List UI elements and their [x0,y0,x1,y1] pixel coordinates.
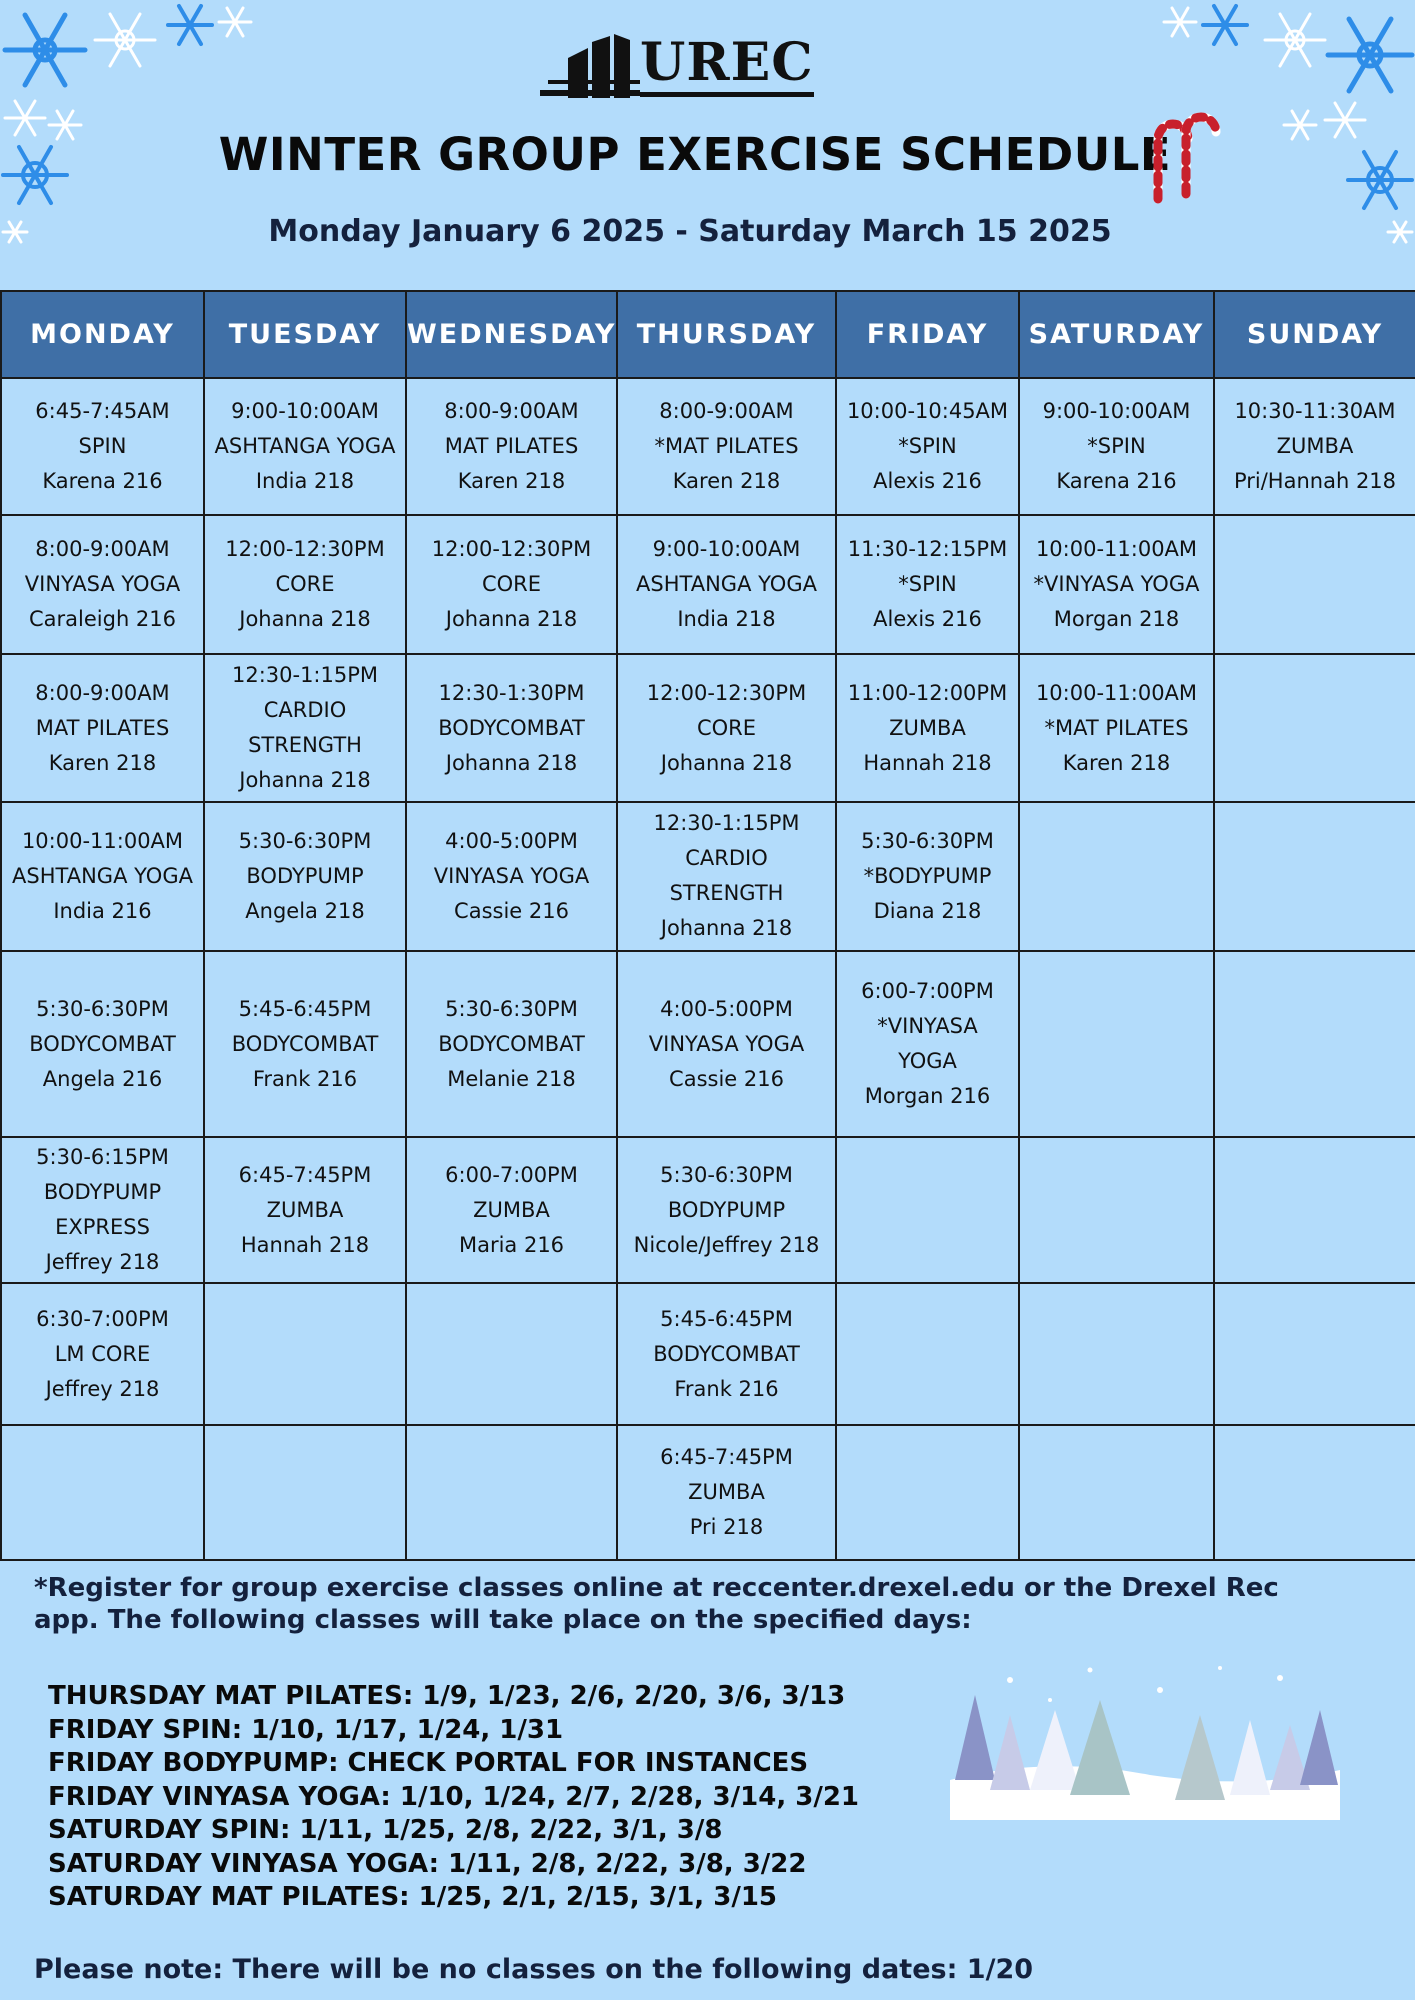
class-cell [617,951,836,1137]
class-time: 5:30-6:30PM [36,996,169,1021]
class-cell [836,515,1019,654]
class-time: 6:45-7:45PM [660,1444,793,1469]
class-time: 12:00-12:30PM [225,537,385,562]
class-name: SPIN [78,434,127,459]
empty-cell [1214,802,1415,951]
closure-note: Please note: There will be no classes on the following dates: 1/20 [34,1954,1034,1985]
class-time: 4:00-5:00PM [445,828,578,853]
class-name: *SPIN [898,572,957,597]
page-title: WINTER GROUP EXERCISE SCHEDULE [218,128,1172,181]
empty-cell [406,1283,617,1424]
class-instructor-room: Jeffrey 218 [45,1250,160,1275]
class-instructor-room: Karena 216 [1056,469,1177,494]
empty-cell [1019,1137,1214,1283]
class-time: 5:30-6:30PM [238,828,372,853]
class-name: EXPRESS [55,1215,150,1240]
class-name: CARDIO [685,846,768,871]
class-instructor-room: Pri 218 [689,1514,764,1539]
class-instructor-room: Angela 218 [245,898,365,923]
class-time: 6:30-7:00PM [36,1306,169,1331]
class-time: 10:30-11:30AM [1234,399,1396,424]
schedule-row [1,802,1415,951]
class-time: 10:00-11:00AM [1035,537,1198,562]
empty-cell [204,1425,406,1560]
class-time: 6:45-7:45AM [35,399,170,424]
empty-cell [1214,1283,1415,1424]
class-instructor-room: Morgan 218 [1053,607,1180,632]
empty-cell [1214,951,1415,1137]
class-name: *MAT PILATES [1044,715,1189,740]
class-instructor-room: Angela 216 [42,1066,163,1091]
class-time: 6:45-7:45PM [238,1162,372,1187]
class-instructor-room: Karena 216 [42,469,163,494]
day-header-sunday: SUNDAY [1214,291,1415,378]
empty-cell [836,1137,1019,1283]
class-cell [1,515,204,654]
class-cell [406,515,617,654]
date-range: Monday January 6 2025 - Saturday March 15 2025 [268,214,1112,249]
class-time: 6:00-7:00PM [445,1162,578,1187]
class-time: 9:00-10:00AM [1042,399,1191,424]
class-instructor-room: Nicole/Jeffrey 218 [633,1232,820,1257]
empty-cell [1019,951,1214,1137]
winter-trees-illustration [950,1660,1340,1825]
class-instructor-room: Johanna 218 [239,768,371,793]
class-name: *VINYASA YOGA [1033,572,1200,597]
logo-wordmark: UREC [640,34,814,97]
day-header-thursday: THURSDAY [617,291,836,378]
class-time: 9:00-10:00AM [652,537,801,562]
class-name: BODYPUMP [667,1197,786,1222]
class-instructor-room: India 218 [255,469,355,494]
schedule-row [1,1283,1415,1424]
class-cell [617,1283,836,1424]
snowflakes-left-decoration [0,0,270,250]
class-cell [1019,654,1214,801]
class-time: 10:00-11:00AM [21,828,184,853]
class-name: ZUMBA [473,1197,550,1222]
class-instructor-room: Cassie 216 [454,898,569,923]
class-cell [836,378,1019,515]
class-time: 5:45-6:45PM [660,1306,793,1331]
schedule-row [1,1425,1415,1560]
class-time: 5:30-6:30PM [660,1162,793,1187]
class-time: 8:00-9:00AM [35,537,170,562]
class-time: 11:30-12:15PM [847,537,1008,562]
empty-cell [1214,654,1415,801]
class-instructor-room: India 216 [53,898,152,923]
class-dates-list [48,1680,948,1915]
class-name: LM CORE [54,1341,151,1366]
class-name: STRENGTH [248,733,362,758]
class-cell [617,515,836,654]
class-cell [1,378,204,515]
class-name: BODYCOMBAT [29,1031,176,1056]
empty-cell [1214,1425,1415,1560]
empty-cell [1214,1137,1415,1283]
class-name: CORE [481,572,542,597]
class-name: BODYCOMBAT [653,1341,800,1366]
class-name: *MAT PILATES [654,434,799,459]
class-instructor-room: India 218 [677,607,776,632]
class-instructor-room: Karen 218 [48,750,157,775]
class-instructor-room: Hannah 218 [863,750,992,775]
class-dates-item: SATURDAY VINYASA YOGA: 1/11, 2/8, 2/22, 3/8, 3/22 [48,1848,807,1879]
class-instructor-room: Johanna 218 [445,607,578,632]
class-instructor-room: Alexis 216 [873,607,982,632]
class-time: 12:00-12:30PM [646,680,807,705]
empty-cell [1019,1283,1214,1424]
class-cell [406,1137,617,1283]
class-cell [1,654,204,801]
class-cell [1,951,204,1137]
class-time: 10:00-10:45AM [846,399,1009,424]
class-instructor-room: Diana 218 [873,898,982,923]
class-time: 6:00-7:00PM [861,979,994,1004]
class-cell [406,654,617,801]
class-cell [204,951,406,1137]
class-cell [836,951,1019,1137]
day-header-row [1,291,1415,378]
day-header-tuesday: TUESDAY [204,291,406,378]
class-name: MAT PILATES [444,434,579,459]
class-cell [204,378,406,515]
class-cell [406,378,617,515]
class-time: 5:45-6:45PM [238,996,372,1021]
class-name: *SPIN [1087,434,1146,459]
class-cell [617,1137,836,1283]
class-time: 8:00-9:00AM [659,399,794,424]
schedule-row [1,378,1415,515]
day-header-saturday: SATURDAY [1019,291,1214,378]
empty-cell [406,1425,617,1560]
class-name: *VINYASA [877,1014,978,1039]
class-name: CORE [696,715,757,740]
schedule-row [1,951,1415,1137]
building-icon [540,28,640,100]
class-instructor-room: Melanie 218 [447,1066,576,1091]
class-time: 11:00-12:00PM [847,680,1008,705]
class-name: ZUMBA [688,1479,765,1504]
class-dates-item: SATURDAY SPIN: 1/11, 1/25, 2/8, 2/22, 3/1, 3/8 [48,1815,723,1845]
class-cell [1,802,204,951]
class-cell [204,1137,406,1283]
class-dates-item: THURSDAY MAT PILATES: 1/9, 1/23, 2/6, 2/20, 3/6, 3/13 [48,1681,846,1711]
class-instructor-room: Cassie 216 [669,1066,784,1091]
class-name: ZUMBA [266,1197,344,1222]
class-instructor-room: Morgan 216 [864,1084,991,1109]
class-time: 8:00-9:00AM [35,680,170,705]
empty-cell [1019,802,1214,951]
class-instructor-room: Alexis 216 [873,469,982,494]
class-cell [836,802,1019,951]
class-name: ASHTANGA YOGA [214,434,396,459]
class-time: 8:00-9:00AM [444,399,579,424]
class-cell [1,1283,204,1424]
empty-cell [1019,1425,1214,1560]
empty-cell [836,1425,1019,1560]
class-instructor-room: Maria 216 [458,1232,565,1257]
day-header-friday: FRIDAY [836,291,1019,378]
empty-cell [1214,515,1415,654]
class-instructor-room: Karen 218 [672,469,781,494]
class-cell [204,654,406,801]
empty-cell [836,1283,1019,1424]
class-instructor-room: Johanna 218 [239,607,371,632]
schedule-row [1,1137,1415,1283]
class-time: 12:30-1:15PM [653,811,800,836]
schedule-table [0,290,1415,1561]
class-name: *SPIN [898,434,957,459]
class-name: VINYASA YOGA [433,863,590,888]
class-name: BODYPUMP [43,1180,162,1205]
schedule-row [1,515,1415,654]
registration-note: *Register for group exercise classes online at reccenter.drexel.edu or the Drexel Rec app. The following classes will take place on the specified days: [34,1573,1279,1635]
class-cell [617,802,836,951]
class-instructor-room: Karen 218 [1062,750,1171,775]
class-name: ZUMBA [1276,434,1354,459]
class-name: MAT PILATES [35,715,170,740]
class-name: ASHTANGA YOGA [12,863,193,888]
class-time: 9:00-10:00AM [231,399,379,424]
class-instructor-room: Frank 216 [674,1376,779,1401]
class-time: 12:30-1:15PM [231,663,379,688]
class-name: VINYASA YOGA [24,572,181,597]
class-time: 5:30-6:15PM [36,1145,169,1170]
class-cell [406,951,617,1137]
class-name: BODYCOMBAT [438,715,585,740]
class-time: 4:00-5:00PM [660,996,793,1021]
class-time: 5:30-6:30PM [445,996,578,1021]
class-instructor-room: Johanna 218 [660,750,793,775]
class-name: BODYCOMBAT [231,1031,379,1056]
class-instructor-room: Jeffrey 218 [45,1376,160,1401]
class-cell [1019,515,1214,654]
class-name: ZUMBA [889,715,966,740]
class-time: 12:00-12:30PM [431,537,592,562]
class-instructor-room: Hannah 218 [240,1232,370,1257]
class-instructor-room: Johanna 218 [660,916,793,941]
empty-cell [204,1283,406,1424]
class-dates-item: FRIDAY VINYASA YOGA: 1/10, 1/24, 2/7, 2/28, 3/14, 3/21 [48,1781,860,1812]
class-instructor-room: Caraleigh 216 [28,607,177,632]
class-cell [1,1137,204,1283]
class-dates-item: FRIDAY SPIN: 1/10, 1/17, 1/24, 1/31 [48,1714,564,1745]
class-dates-item: FRIDAY BODYPUMP: CHECK PORTAL FOR INSTANCES [48,1748,809,1778]
class-time: 5:30-6:30PM [861,828,994,853]
day-header-wednesday: WEDNESDAY [406,291,617,378]
candy-cane-icon [1138,104,1228,204]
class-cell [617,378,836,515]
class-cell [617,1425,836,1560]
class-name: VINYASA YOGA [648,1031,805,1056]
urec-logo [540,28,814,100]
class-time: 12:30-1:30PM [438,680,585,705]
empty-cell [1,1425,204,1560]
class-name: YOGA [898,1049,957,1074]
class-cell [1214,378,1415,515]
class-instructor-room: Frank 216 [252,1066,358,1091]
schedule-row [1,654,1415,801]
class-cell [1019,378,1214,515]
class-name: *BODYPUMP [863,863,992,888]
class-cell [204,515,406,654]
class-name: STRENGTH [669,881,784,906]
class-dates-item: SATURDAY MAT PILATES: 1/25, 2/1, 2/15, 3/1, 3/15 [48,1882,778,1912]
class-name: BODYPUMP [246,863,364,888]
class-instructor-room: Johanna 218 [445,750,578,775]
class-cell [617,654,836,801]
class-cell [836,654,1019,801]
class-instructor-room: Karen 218 [457,469,566,494]
class-name: BODYCOMBAT [438,1031,585,1056]
class-name: ASHTANGA YOGA [636,572,817,597]
class-cell [406,802,617,951]
day-header-monday: MONDAY [1,291,204,378]
class-cell [204,802,406,951]
class-name: CORE [275,572,335,597]
class-instructor-room: Pri/Hannah 218 [1233,469,1397,494]
class-name: CARDIO [263,698,347,723]
class-time: 10:00-11:00AM [1035,680,1198,705]
